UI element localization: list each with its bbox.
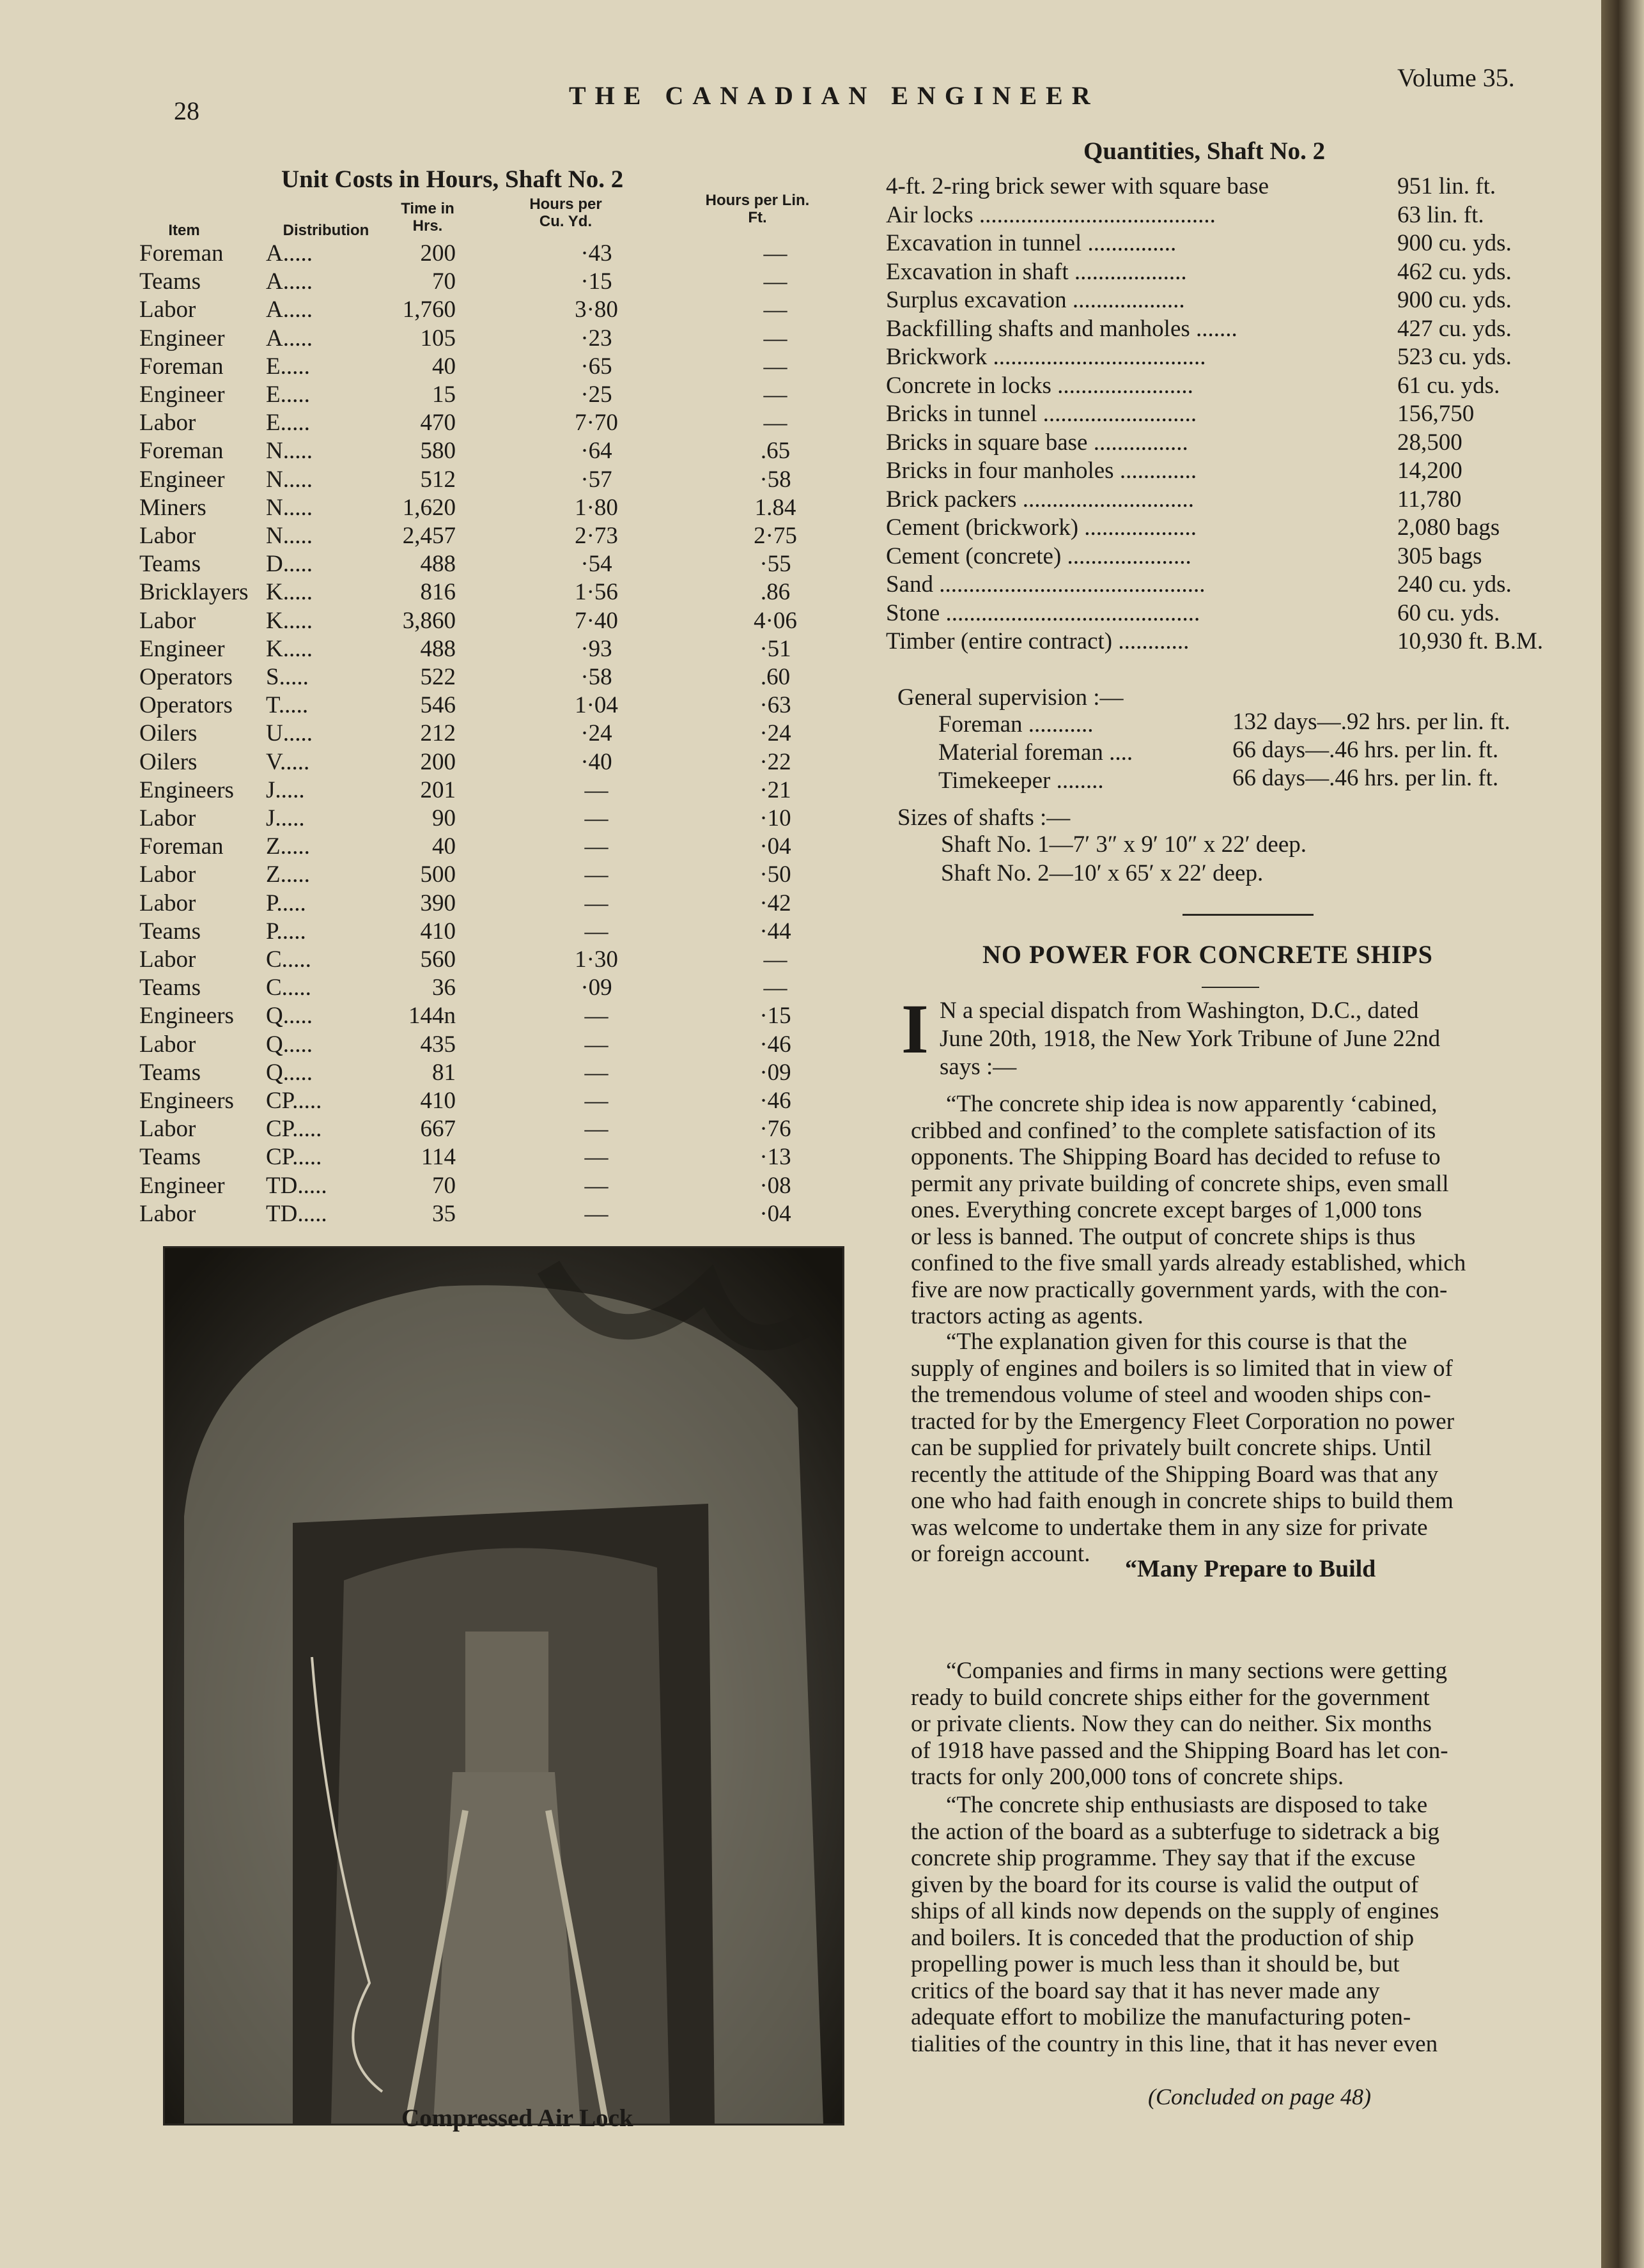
cell-time: 435 xyxy=(420,1031,456,1058)
cell-item: Labor xyxy=(139,946,196,973)
cell-time: 144n xyxy=(408,1003,456,1030)
article-line: of 1918 have passed and the Shipping Board has let con- xyxy=(911,1737,1448,1764)
quantity-row xyxy=(886,315,1589,343)
cell-per-cu-yd: — xyxy=(584,1200,609,1227)
quantity-value: 60 cu. yds. xyxy=(1397,599,1500,626)
quantity-label: Concrete in locks ....................... xyxy=(886,372,1193,399)
quantity-label: Bricks in square base ................ xyxy=(886,429,1188,456)
drop-cap: I xyxy=(901,990,929,1068)
cell-time: 212 xyxy=(420,720,456,747)
quantity-value: 61 cu. yds. xyxy=(1397,372,1500,399)
cell-item: Operators xyxy=(139,664,233,690)
binding-edge xyxy=(1601,0,1644,2268)
quantity-label: Stone ........................................... xyxy=(886,599,1200,626)
col-header-distribution: Distribution xyxy=(283,222,369,239)
cell-per-cu-yd: — xyxy=(584,918,609,945)
cell-item: Teams xyxy=(139,551,201,578)
cell-distribution: K..... xyxy=(266,579,313,606)
cell-per-cu-yd: 1·80 xyxy=(575,494,618,521)
cell-per-lin-ft: ·46 xyxy=(759,1031,791,1058)
article-line: recently the attitude of the Shipping Board was that any xyxy=(911,1461,1439,1488)
quantity-row xyxy=(886,229,1589,258)
cell-item: Engineer xyxy=(139,635,225,662)
cell-time: 200 xyxy=(420,748,456,775)
article-line: five are now practically government yards, with the con- xyxy=(911,1276,1448,1303)
cell-item: Labor xyxy=(139,890,196,916)
cell-time: 70 xyxy=(432,268,456,295)
quantity-row xyxy=(886,286,1589,314)
article-line: “The concrete ship idea is now apparently ‘cabined, xyxy=(946,1091,1438,1117)
cell-per-cu-yd: ·54 xyxy=(580,551,612,578)
cell-item: Labor xyxy=(139,805,196,831)
quantity-row xyxy=(886,571,1589,599)
cell-distribution: CP..... xyxy=(266,1088,322,1114)
cell-per-lin-ft: ·08 xyxy=(759,1172,791,1199)
cell-per-cu-yd: ·65 xyxy=(580,353,612,380)
quantities-title: Quantities, Shaft No. 2 xyxy=(1083,137,1326,165)
cell-distribution: P..... xyxy=(266,918,306,945)
article-line: the action of the board as a subterfuge to sidetrack a big xyxy=(911,1818,1440,1845)
cell-distribution: K..... xyxy=(266,607,313,634)
cell-time: 114 xyxy=(421,1144,456,1171)
cell-per-lin-ft: .65 xyxy=(760,438,791,465)
article-line: supply of engines and boilers is so limited that in view of xyxy=(911,1355,1453,1382)
cell-time: 546 xyxy=(420,692,456,719)
cell-per-lin-ft: ·24 xyxy=(759,720,791,747)
quantity-value: 900 cu. yds. xyxy=(1397,287,1512,313)
cell-per-cu-yd: — xyxy=(584,1003,609,1030)
supervision-role: Material foreman .... xyxy=(938,739,1133,766)
article-line: the tremendous volume of steel and wooden ships con- xyxy=(911,1382,1431,1408)
cell-per-lin-ft: 4·06 xyxy=(754,607,797,634)
cell-distribution: E..... xyxy=(266,410,310,436)
cell-per-lin-ft: ·46 xyxy=(759,1088,791,1114)
cell-item: Teams xyxy=(139,1059,201,1086)
cell-per-cu-yd: — xyxy=(584,1116,609,1143)
cell-per-cu-yd: — xyxy=(584,861,609,888)
cell-time: 816 xyxy=(420,579,456,606)
cell-distribution: Z..... xyxy=(266,833,310,860)
article-line: critics of the board say that it has never made any xyxy=(911,1977,1380,2004)
cell-distribution: Q..... xyxy=(266,1031,313,1058)
quantity-label: Brick packers ............................. xyxy=(886,486,1194,513)
cell-item: Engineer xyxy=(139,382,225,408)
article-line: and boilers. It is conceded that the production of ship xyxy=(911,1924,1415,1951)
col-header-time: Time in Hrs. xyxy=(401,200,454,235)
cell-per-lin-ft: .86 xyxy=(760,579,791,606)
cell-time: 200 xyxy=(420,240,456,266)
cell-per-cu-yd: 1·30 xyxy=(575,946,618,973)
quantity-row xyxy=(886,429,1589,457)
cell-per-cu-yd: ·64 xyxy=(580,438,612,465)
headline-rule xyxy=(1202,987,1259,988)
cell-item: Labor xyxy=(139,297,196,323)
quantity-row xyxy=(886,628,1589,656)
cell-per-cu-yd: — xyxy=(584,1059,609,1086)
quantity-row xyxy=(886,514,1589,542)
cell-distribution: V..... xyxy=(266,748,310,775)
cell-per-lin-ft: ·22 xyxy=(759,748,791,775)
cell-time: 512 xyxy=(420,466,456,493)
article-line: cribbed and confined’ to the complete satisfaction of its xyxy=(911,1117,1436,1144)
quantity-value: 305 bags xyxy=(1397,543,1482,569)
shaft-size-2: Shaft No. 2—10′ x 65′ x 22′ deep. xyxy=(941,860,1264,886)
article-line: ships of all kinds now depends on the supply of engines xyxy=(911,1898,1439,1924)
cell-time: 36 xyxy=(432,975,456,1001)
cell-time: 201 xyxy=(420,776,456,803)
shaft-size-1: Shaft No. 1—7′ 3″ x 9′ 10″ x 22′ deep. xyxy=(941,831,1307,858)
article-line: or less is banned. The output of concrete ships is thus xyxy=(911,1223,1416,1250)
cell-time: 105 xyxy=(420,325,456,351)
cell-time: 70 xyxy=(432,1172,456,1199)
cell-per-lin-ft: — xyxy=(763,975,787,1001)
cell-distribution: P..... xyxy=(266,890,306,916)
quantity-label: Sand ............................................. xyxy=(886,571,1206,598)
cell-item: Operators xyxy=(139,692,233,719)
quantity-value: 28,500 xyxy=(1397,429,1462,456)
cell-per-cu-yd: ·58 xyxy=(580,664,612,690)
article-subhead: “Many Prepare to Build xyxy=(1125,1555,1376,1582)
cell-time: 35 xyxy=(432,1200,456,1227)
cell-item: Foreman xyxy=(139,240,224,266)
photo-caption: Compressed Air Lock xyxy=(401,2104,633,2132)
cell-per-cu-yd: 7·70 xyxy=(575,410,618,436)
cell-per-cu-yd: — xyxy=(584,1172,609,1199)
cell-per-lin-ft: ·58 xyxy=(759,466,791,493)
article-line: or foreign account. xyxy=(911,1541,1090,1567)
article-line: opponents. The Shipping Board has decided to refuse to xyxy=(911,1144,1441,1170)
quantity-value: 240 cu. yds. xyxy=(1397,571,1512,598)
cell-distribution: S..... xyxy=(266,664,309,690)
quantity-row xyxy=(886,173,1589,201)
unit-costs-title: Unit Costs in Hours, Shaft No. 2 xyxy=(281,166,624,193)
quantity-row xyxy=(886,258,1589,286)
cell-distribution: Z..... xyxy=(266,861,310,888)
cell-distribution: T..... xyxy=(266,692,309,719)
cell-per-cu-yd: — xyxy=(584,1088,609,1114)
cell-distribution: K..... xyxy=(266,635,313,662)
quantity-value: 427 cu. yds. xyxy=(1397,315,1512,342)
cell-item: Labor xyxy=(139,1116,196,1143)
quantity-row xyxy=(886,599,1589,628)
compressed-air-lock-photo xyxy=(163,1246,844,2125)
quantity-row xyxy=(886,486,1589,514)
article-line: tracts for only 200,000 tons of concrete ships. xyxy=(911,1764,1344,1790)
article-line: tialities of the country in this line, that it has never even xyxy=(911,2030,1438,2057)
cell-per-lin-ft: ·04 xyxy=(759,833,791,860)
cell-per-lin-ft: ·09 xyxy=(759,1059,791,1086)
cell-distribution: N..... xyxy=(266,438,313,465)
cell-per-cu-yd: ·25 xyxy=(580,382,612,408)
quantity-label: Excavation in tunnel ............... xyxy=(886,230,1177,256)
cell-item: Engineer xyxy=(139,325,225,351)
quantity-value: 951 lin. ft. xyxy=(1397,173,1496,199)
quantity-value: 14,200 xyxy=(1397,458,1462,484)
article-line: was welcome to undertake them in any size for private xyxy=(911,1514,1428,1541)
cell-time: 15 xyxy=(432,382,456,408)
cell-item: Bricklayers xyxy=(139,579,249,606)
cell-time: 40 xyxy=(432,353,456,380)
cell-distribution: N..... xyxy=(266,466,313,493)
cell-time: 81 xyxy=(432,1059,456,1086)
cell-per-cu-yd: ·09 xyxy=(580,975,612,1001)
cell-per-cu-yd: ·93 xyxy=(580,635,612,662)
cell-item: Teams xyxy=(139,268,201,295)
cell-distribution: J..... xyxy=(266,776,305,803)
supervision-rate: 66 days—.46 hrs. per lin. ft. xyxy=(1232,765,1499,791)
cell-distribution: C..... xyxy=(266,946,311,973)
cell-distribution: N..... xyxy=(266,494,313,521)
cell-per-cu-yd: 2·73 xyxy=(575,523,618,549)
cell-time: 2,457 xyxy=(402,523,456,549)
cell-item: Engineers xyxy=(139,1003,234,1030)
quantity-label: Backfilling shafts and manholes ....... xyxy=(886,315,1237,342)
cell-item: Labor xyxy=(139,1200,196,1227)
cell-distribution: U..... xyxy=(266,720,313,747)
quantity-label: Bricks in four manholes ............. xyxy=(886,458,1197,484)
cell-per-cu-yd: — xyxy=(584,776,609,803)
running-title: THE CANADIAN ENGINEER xyxy=(569,81,1099,110)
article-line: tractors acting as agents. xyxy=(911,1303,1144,1329)
cell-item: Oilers xyxy=(139,720,198,747)
cell-per-cu-yd: 1·04 xyxy=(575,692,618,719)
article-line: one who had faith enough in concrete ships to build them xyxy=(911,1488,1454,1514)
article-line: says :— xyxy=(940,1054,1017,1080)
cell-item: Engineer xyxy=(139,466,225,493)
article-line: “The explanation given for this course is that the xyxy=(946,1329,1407,1355)
article-line: concrete ship programme. They say that if the excuse xyxy=(911,1845,1416,1871)
article-headline: NO POWER FOR CONCRETE SHIPS xyxy=(982,940,1433,969)
quantity-label: Cement (brickwork) ................... xyxy=(886,514,1197,541)
quantity-label: Air locks ........................................ xyxy=(886,201,1216,228)
article-line: or private clients. Now they can do neither. Six months xyxy=(911,1711,1432,1737)
cell-time: 470 xyxy=(420,410,456,436)
cell-item: Teams xyxy=(139,1144,201,1171)
cell-distribution: D..... xyxy=(266,551,313,578)
cell-distribution: Q..... xyxy=(266,1059,313,1086)
quantity-row xyxy=(886,400,1589,428)
cell-per-lin-ft: — xyxy=(763,325,787,351)
cell-time: 667 xyxy=(420,1116,456,1143)
tunnel-photo-image xyxy=(165,1248,842,2124)
cell-per-cu-yd: 3·80 xyxy=(575,297,618,323)
sizes-of-shafts-label: Sizes of shafts :— xyxy=(897,805,1071,831)
cell-per-cu-yd: ·24 xyxy=(580,720,612,747)
cell-per-cu-yd: ·40 xyxy=(580,748,612,775)
cell-distribution: CP..... xyxy=(266,1144,322,1171)
quantity-label: 4-ft. 2-ring brick sewer with square base xyxy=(886,173,1269,199)
col-header-item: Item xyxy=(168,222,200,239)
cell-per-lin-ft: ·55 xyxy=(759,551,791,578)
cell-time: 522 xyxy=(420,664,456,690)
cell-per-cu-yd: 7·40 xyxy=(575,607,618,634)
cell-per-lin-ft: ·13 xyxy=(759,1144,791,1171)
cell-distribution: TD..... xyxy=(266,1172,327,1199)
cell-per-lin-ft: ·50 xyxy=(759,861,791,888)
quantity-row xyxy=(886,372,1589,400)
cell-per-lin-ft: ·04 xyxy=(759,1200,791,1227)
cell-item: Oilers xyxy=(139,748,198,775)
cell-item: Foreman xyxy=(139,833,224,860)
cell-distribution: Q..... xyxy=(266,1003,313,1030)
cell-distribution: CP..... xyxy=(266,1116,322,1143)
article-line: “The concrete ship enthusiasts are disposed to take xyxy=(946,1792,1428,1818)
quantity-row xyxy=(886,543,1589,571)
cell-per-lin-ft: — xyxy=(763,268,787,295)
cell-time: 90 xyxy=(432,805,456,831)
quantity-label: Cement (concrete) ..................... xyxy=(886,543,1191,569)
cell-item: Foreman xyxy=(139,353,224,380)
article-line: adequate effort to mobilize the manufacturing poten- xyxy=(911,2004,1411,2030)
quantity-row xyxy=(886,201,1589,229)
col-header-cu-yd: Hours per Cu. Yd. xyxy=(529,196,602,230)
section-divider xyxy=(1183,914,1314,916)
cell-distribution: A..... xyxy=(266,268,313,295)
cell-per-lin-ft: ·44 xyxy=(759,918,791,945)
supervision-rate: 66 days—.46 hrs. per lin. ft. xyxy=(1232,737,1499,763)
volume-label: Volume 35. xyxy=(1397,63,1515,92)
cell-distribution: E..... xyxy=(266,382,310,408)
cell-per-lin-ft: 1.84 xyxy=(754,494,796,521)
cell-item: Teams xyxy=(139,975,201,1001)
quantity-label: Bricks in tunnel .......................... xyxy=(886,401,1197,427)
cell-per-lin-ft: — xyxy=(763,410,787,436)
cell-item: Teams xyxy=(139,918,201,945)
cell-per-cu-yd: ·23 xyxy=(580,325,612,351)
cell-time: 390 xyxy=(420,890,456,916)
cell-per-lin-ft: ·42 xyxy=(759,890,791,916)
cell-item: Engineer xyxy=(139,1172,225,1199)
quantity-row xyxy=(886,343,1589,371)
cell-item: Labor xyxy=(139,410,196,436)
cell-time: 410 xyxy=(420,918,456,945)
page-number: 28 xyxy=(174,96,199,125)
cell-per-cu-yd: — xyxy=(584,890,609,916)
quantity-label: Brickwork .................................... xyxy=(886,344,1206,370)
cell-item: Labor xyxy=(139,861,196,888)
cell-distribution: N..... xyxy=(266,523,313,549)
quantity-value: 63 lin. ft. xyxy=(1397,201,1484,228)
cell-per-cu-yd: ·57 xyxy=(580,466,612,493)
quantity-value: 2,080 bags xyxy=(1397,514,1500,541)
quantity-value: 900 cu. yds. xyxy=(1397,230,1512,256)
cell-per-lin-ft: .60 xyxy=(760,664,791,690)
cell-per-lin-ft: — xyxy=(763,297,787,323)
cell-time: 560 xyxy=(420,946,456,973)
article-line: June 20th, 1918, the New York Tribune of June 22nd xyxy=(940,1026,1441,1052)
cell-per-lin-ft: ·63 xyxy=(759,692,791,719)
cell-time: 500 xyxy=(420,861,456,888)
cell-time: 3,860 xyxy=(402,607,456,634)
cell-time: 488 xyxy=(420,635,456,662)
cell-distribution: A..... xyxy=(266,325,313,351)
cell-item: Foreman xyxy=(139,438,224,465)
cell-per-cu-yd: — xyxy=(584,805,609,831)
article-line: N a special dispatch from Washington, D.C., dated xyxy=(940,998,1419,1024)
general-supervision-label: General supervision :— xyxy=(897,684,1124,711)
cell-per-lin-ft: ·51 xyxy=(759,635,791,662)
cell-item: Engineers xyxy=(139,1088,234,1114)
cell-per-lin-ft: — xyxy=(763,946,787,973)
article-line: confined to the five small yards already established, which xyxy=(911,1250,1466,1276)
cell-per-lin-ft: 2·75 xyxy=(754,523,797,549)
cell-item: Miners xyxy=(139,494,206,521)
supervision-role: Timekeeper ........ xyxy=(938,768,1104,794)
cell-distribution: TD..... xyxy=(266,1200,327,1227)
cell-item: Labor xyxy=(139,1031,196,1058)
cell-per-lin-ft: — xyxy=(763,382,787,408)
cell-time: 580 xyxy=(420,438,456,465)
cell-per-lin-ft: ·15 xyxy=(759,1003,791,1030)
quantity-value: 523 cu. yds. xyxy=(1397,344,1512,370)
quantity-value: 10,930 ft. B.M. xyxy=(1397,628,1544,654)
article-line: can be supplied for privately built concrete ships. Until xyxy=(911,1435,1432,1461)
quantity-label: Timber (entire contract) ............ xyxy=(886,628,1190,654)
cell-per-cu-yd: ·15 xyxy=(580,268,612,295)
quantity-label: Excavation in shaft ................... xyxy=(886,258,1187,285)
cell-item: Engineers xyxy=(139,776,234,803)
cell-per-lin-ft: ·10 xyxy=(759,805,791,831)
cell-item: Labor xyxy=(139,607,196,634)
cell-per-lin-ft: ·76 xyxy=(759,1116,791,1143)
continued-note: (Concluded on page 48) xyxy=(1148,2084,1371,2110)
cell-distribution: A..... xyxy=(266,240,313,266)
supervision-rate: 132 days—.92 hrs. per lin. ft. xyxy=(1232,709,1510,735)
quantity-row xyxy=(886,457,1589,485)
cell-item: Labor xyxy=(139,523,196,549)
cell-per-cu-yd: — xyxy=(584,833,609,860)
quantity-value: 156,750 xyxy=(1397,401,1475,427)
cell-per-lin-ft: ·21 xyxy=(759,776,791,803)
cell-time: 40 xyxy=(432,833,456,860)
cell-time: 410 xyxy=(420,1088,456,1114)
article-line: ready to build concrete ships either for the government xyxy=(911,1684,1430,1711)
quantity-value: 11,780 xyxy=(1397,486,1462,513)
cell-per-lin-ft: — xyxy=(763,353,787,380)
cell-time: 1,620 xyxy=(402,494,456,521)
article-line: “Companies and firms in many sections were getting xyxy=(946,1658,1448,1684)
article-line: propelling power is much less than it should be, but xyxy=(911,1951,1400,1977)
cell-per-cu-yd: — xyxy=(584,1144,609,1171)
article-line: ones. Everything concrete except barges of 1,000 tons xyxy=(911,1197,1422,1223)
cell-per-cu-yd: 1·56 xyxy=(575,579,618,606)
quantity-value: 462 cu. yds. xyxy=(1397,258,1512,285)
col-header-lin-ft: Hours per Lin. Ft. xyxy=(705,192,810,226)
supervision-role: Foreman ........... xyxy=(938,711,1094,737)
cell-per-cu-yd: — xyxy=(584,1031,609,1058)
cell-per-lin-ft: — xyxy=(763,240,787,266)
cell-distribution: C..... xyxy=(266,975,311,1001)
cell-distribution: J..... xyxy=(266,805,305,831)
cell-time: 1,760 xyxy=(402,297,456,323)
article-line: permit any private building of concrete ships, even small xyxy=(911,1170,1449,1197)
cell-distribution: E..... xyxy=(266,353,310,380)
article-line: given by the board for its course is valid the output of xyxy=(911,1871,1419,1898)
quantity-label: Surplus excavation ................... xyxy=(886,287,1185,313)
cell-distribution: A..... xyxy=(266,297,313,323)
cell-per-cu-yd: ·43 xyxy=(580,240,612,266)
article-line: tracted for by the Emergency Fleet Corporation no power xyxy=(911,1408,1455,1435)
cell-time: 488 xyxy=(420,551,456,578)
